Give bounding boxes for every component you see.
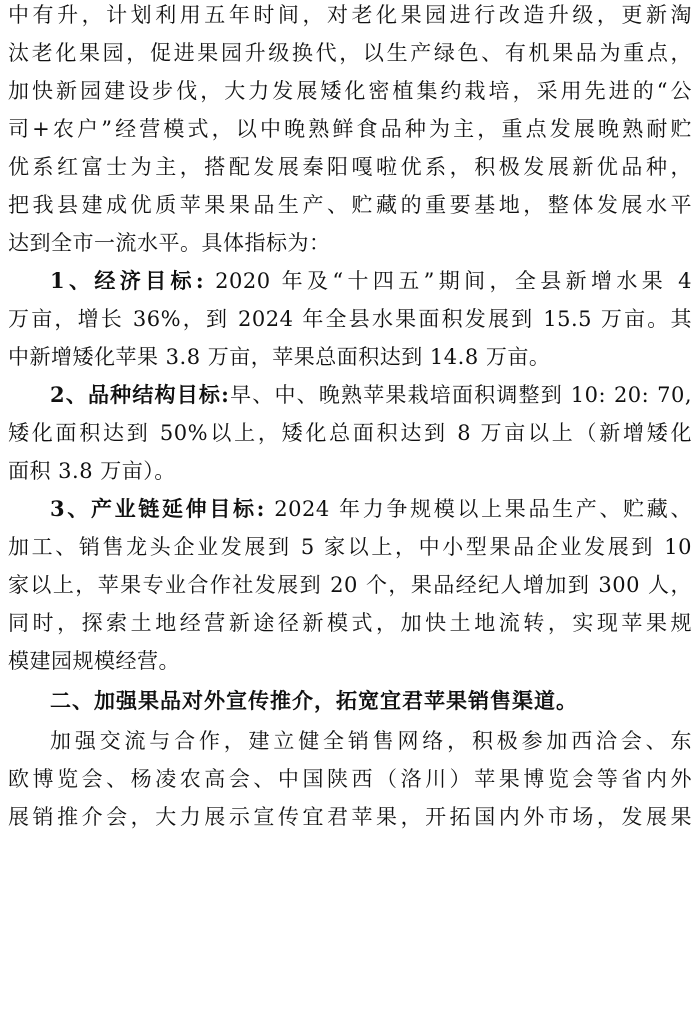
paragraph-line: 把我县建成优质苹果果品生产、贮藏的重要基地，整体发展水平 (8, 193, 692, 217)
paragraph-line: 矮化面积达到 50%以上，矮化总面积达到 8 万亩以上（新增矮化 (8, 421, 692, 445)
paragraph-line: 家以上，苹果专业合作社发展到 20 个，果品经纪人增加到 300 人， (8, 573, 692, 597)
paragraph-line: 加快新园建设步伐，大力发展矮化密植集约栽培，采用先进的“公 (8, 79, 692, 103)
section-3-label: 3、产业链延伸目标: (50, 496, 265, 521)
section-heading: 二、加强果品对外宣传推介，拓宽宜君苹果销售渠道。 (50, 688, 578, 713)
paragraph-line: 展销推介会，大力展示宣传宜君苹果，开拓国内外市场，发展果 (8, 805, 692, 829)
section-2-text: 早、中、晚熟苹果栽培面积调整到 10: 20: 70, (229, 383, 693, 407)
paragraph-line: 司+农户”经营模式，以中晚熟鲜食品种为主，重点发展晚熟耐贮 (8, 117, 692, 141)
section-1-label: 1、经济目标: (50, 268, 205, 293)
section-3-text: 2024 年力争规模以上果品生产、贮藏、 (264, 497, 692, 521)
paragraph-line: 加工、销售龙头企业发展到 5 家以上，中小型果品企业发展到 10 (8, 535, 692, 559)
paragraph-line: 中新增矮化苹果 3.8 万亩，苹果总面积达到 14.8 万亩。 (8, 345, 551, 369)
section-2-label: 2、品种结构目标: (50, 382, 230, 407)
paragraph-line: 模建园规模经营。 (8, 649, 180, 673)
section-1-text: 2020 年及“十四五”期间，全县新增水果 4 (204, 269, 692, 293)
paragraph-line: 中有升，计划利用五年时间，对老化果园进行改造升级，更新淘 (8, 3, 692, 27)
section-3-first-line (50, 494, 692, 526)
section-2-first-line (50, 380, 692, 412)
paragraph-line: 达到全市一流水平。具体指标为： (8, 231, 331, 255)
section-1-first-line (50, 266, 692, 298)
paragraph-line: 面积 3.8 万亩）。 (8, 459, 176, 483)
paragraph-line: 加强交流与合作，建立健全销售网络，积极参加西洽会、东 (50, 729, 692, 753)
paragraph-line: 优系红富士为主，搭配发展秦阳嘎啦优系，积极发展新优品种， (8, 155, 692, 179)
paragraph-line: 欧博览会、杨凌农高会、中国陕西（洛川）苹果博览会等省内外 (8, 767, 692, 791)
paragraph-line: 万亩，增长 36%，到 2024 年全县水果面积发展到 15.5 万亩。其 (8, 307, 692, 331)
paragraph-line: 同时，探索土地经营新途径新模式，加快土地流转，实现苹果规 (8, 611, 692, 635)
paragraph-line: 汰老化果园，促进果园升级换代，以生产绿色、有机果品为重点， (8, 41, 692, 65)
